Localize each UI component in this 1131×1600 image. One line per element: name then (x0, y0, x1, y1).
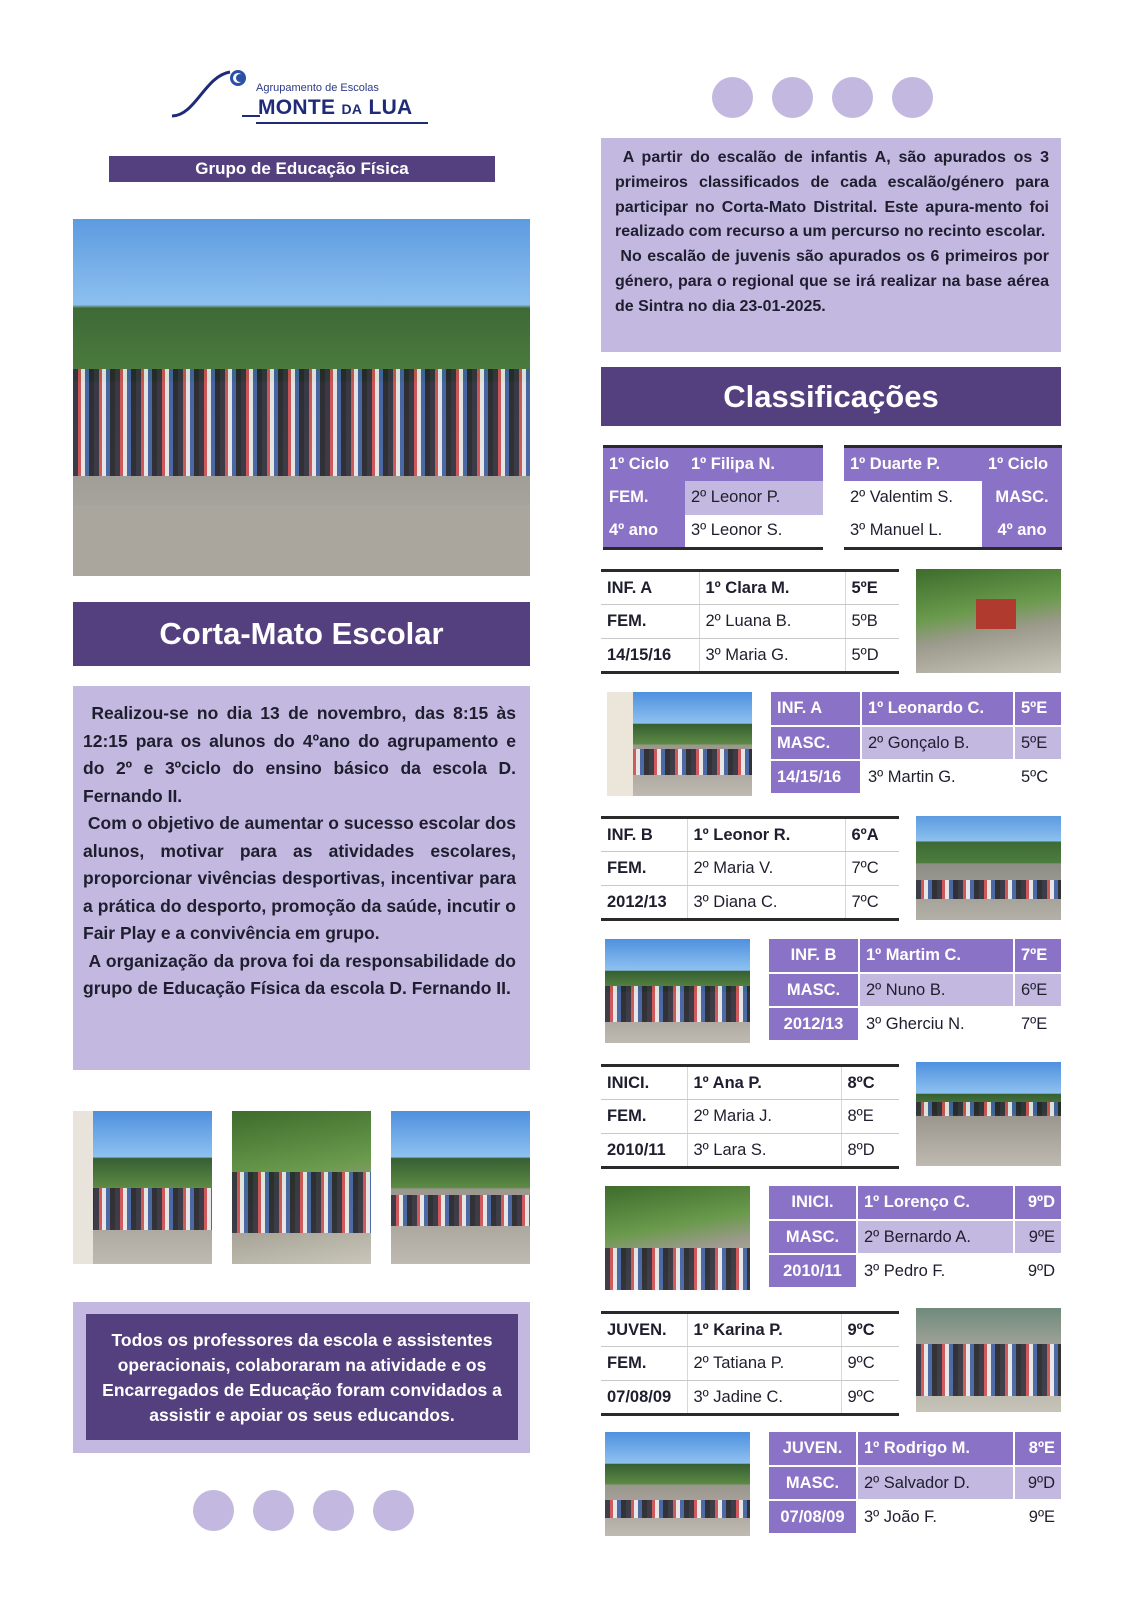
decor-dot (373, 1490, 414, 1531)
main-photo (73, 219, 530, 576)
decor-dot (193, 1490, 234, 1531)
table-cell-name: 2º Salvador D. (857, 1466, 1014, 1500)
logo-word-da: DA (341, 101, 363, 117)
school-logo (170, 66, 430, 126)
table-label: 2012/13 (769, 1007, 859, 1041)
table-label: JUVEN. (769, 1432, 857, 1466)
table-cell-name: 1º Ana P. (687, 1066, 841, 1100)
table-cell-name: 3º Martin G. (861, 760, 1014, 794)
table-cell-name: 2º Valentim S. (844, 481, 982, 515)
table-cell-class: 9ºE (1014, 1220, 1062, 1254)
table-cell-class: 6ºE (1014, 973, 1062, 1007)
table-cell-name: 3º Leonor S. (685, 515, 823, 549)
table-cell-name: 3º Jadine C. (687, 1381, 841, 1415)
small-photo-1 (73, 1111, 212, 1264)
table-label: 14/15/16 (771, 760, 861, 794)
results-table-inici-masc (769, 1186, 1063, 1289)
table-cell-class: 8ºE (841, 1100, 899, 1134)
photo-inici-fem (916, 1062, 1061, 1166)
table-cell-class: 5ºD (845, 639, 899, 673)
results-table-infb-masc (769, 939, 1063, 1042)
table-label: INF. A (771, 692, 861, 726)
table-cell-name: 3º Maria G. (699, 639, 845, 673)
table-label: 07/08/09 (601, 1381, 687, 1415)
table-cell-name: 3º Gherciu N. (859, 1007, 1014, 1041)
table-label: 4º ano (603, 515, 685, 549)
photo-infa-fem (916, 569, 1061, 673)
table-label: FEM. (601, 1100, 687, 1134)
table-cell-class: 9ºC (841, 1381, 899, 1415)
table-label: MASC. (769, 1466, 857, 1500)
table-cell-name: 1º Leonardo C. (861, 692, 1014, 726)
table-label: 4º ano (982, 515, 1062, 549)
table-label: MASC. (769, 973, 859, 1007)
info-paragraph-1: A partir do escalão de infantis A, são apurados os 3 primeiros classificados de cada escalão/género para participar no Corta-Mato Distrital. Este apura-mento foi realizado com recurso a um percurso no recinto escolar. (615, 149, 1049, 241)
table-cell-name: 2º Luana B. (699, 605, 845, 639)
table-label: 1º Ciclo (603, 447, 685, 481)
decor-dot (313, 1490, 354, 1531)
note-box: Todos os professores da escola e assistentes operacionais, colaboraram na atividade e os Encarregados de Educação foram convidados a assistir e apoiar os seus educandos. (86, 1314, 518, 1440)
decor-dot (253, 1490, 294, 1531)
table-label: MASC. (769, 1220, 857, 1254)
table-cell-class: 8ºD (841, 1134, 899, 1168)
logo-subtitle: Agrupamento de Escolas (256, 82, 379, 94)
info-text-box (601, 138, 1061, 352)
results-table-infa-masc (771, 692, 1063, 795)
decor-dot (832, 77, 873, 118)
table-cell-class: 5ºC (1014, 760, 1062, 794)
table-cell-class: 5ºB (845, 605, 899, 639)
info-paragraph-2: No escalão de juvenis são apurados os 6 primeiros por género, para o regional que se irá realizar na base aérea de Sintra no dia 23-01-2025. (615, 248, 1049, 315)
table-cell-class: 7ºC (845, 852, 899, 886)
table-label: INICI. (601, 1066, 687, 1100)
table-label: 1º Ciclo (982, 447, 1062, 481)
table-cell-name: 1º Leonor R. (687, 818, 845, 852)
small-photo-3 (391, 1111, 530, 1264)
table-cell-name: 2º Maria J. (687, 1100, 841, 1134)
photo-juven-masc (605, 1432, 750, 1536)
table-cell-name: 1º Duarte P. (844, 447, 982, 481)
logo-title (258, 96, 413, 120)
table-label: INF. B (769, 939, 859, 973)
table-label: 2010/11 (601, 1134, 687, 1168)
swoosh-icon (170, 66, 260, 126)
table-cell-name: 2º Leonor P. (685, 481, 823, 515)
table-cell-name: 1º Martim C. (859, 939, 1014, 973)
table-cell-name: 3º João F. (857, 1500, 1014, 1534)
results-table-inici-fem (601, 1064, 899, 1169)
table-label: INF. B (601, 818, 687, 852)
table-label: INF. A (601, 571, 699, 605)
table-cell-class: 9ºD (1014, 1466, 1062, 1500)
table-cell-class: 5ºE (1014, 692, 1062, 726)
group-banner: Grupo de Educação Física (109, 156, 495, 182)
table-cell-name: 1º Rodrigo M. (857, 1432, 1014, 1466)
table-cell-class: 7ºE (1014, 1007, 1062, 1041)
page-title: Corta-Mato Escolar (73, 602, 530, 666)
decor-dot (772, 77, 813, 118)
table-cell-name: 2º Nuno B. (859, 973, 1014, 1007)
results-table-infb-fem (601, 816, 899, 921)
intro-paragraph-3: A organização da prova foi da responsabilidade do grupo de Educação Física da escola D. Fernando II. (83, 950, 516, 998)
table-cell-name: 3º Diana C. (687, 886, 845, 920)
table-cell-class: 6ºA (845, 818, 899, 852)
table-label: 2012/13 (601, 886, 687, 920)
table-cell-name: 1º Filipa N. (685, 447, 823, 481)
table-cell-name: 1º Clara M. (699, 571, 845, 605)
decor-dot (712, 77, 753, 118)
table-cell-class: 5ºE (845, 571, 899, 605)
photo-infb-masc (605, 939, 750, 1043)
table-cell-class: 9ºD (1014, 1254, 1062, 1288)
small-photo-2 (232, 1111, 371, 1264)
photo-juven-fem (916, 1308, 1061, 1412)
table-label: JUVEN. (601, 1313, 687, 1347)
results-table-infa-fem (601, 569, 899, 674)
table-label: INICI. (769, 1186, 857, 1220)
table-cell-class: 9ºC (841, 1347, 899, 1381)
table-label: 14/15/16 (601, 639, 699, 673)
table-cell-name: 3º Manuel L. (844, 515, 982, 549)
photo-infb-fem (916, 816, 1061, 920)
classificacoes-heading: Classificações (601, 367, 1061, 426)
table-cell-name: 1º Karina P. (687, 1313, 841, 1347)
table-label: MASC. (771, 726, 861, 760)
logo-word-lua: LUA (368, 96, 413, 119)
photo-infa-masc (607, 692, 752, 796)
results-table-juven-fem (601, 1311, 899, 1416)
table-cell-class: 8ºE (1014, 1432, 1062, 1466)
intro-text-box (73, 686, 530, 1070)
table-cell-class: 8ºC (841, 1066, 899, 1100)
table-cell-name: 2º Bernardo A. (857, 1220, 1014, 1254)
table-cell-name: 3º Lara S. (687, 1134, 841, 1168)
logo-word-monte: MONTE (258, 96, 336, 119)
table-cell-name: 2º Gonçalo B. (861, 726, 1014, 760)
table-cell-name: 1º Lorenço C. (857, 1186, 1014, 1220)
intro-paragraph-2: Com o objetivo de aumentar o sucesso escolar dos alunos, motivar para as atividades escolares, proporcionar vivências desportivas, incentivar para a prática do desporto, promoção da saúde, incutir o Fair Play e a convivência em grupo. (83, 813, 516, 943)
table-cell-name: 3º Pedro F. (857, 1254, 1014, 1288)
table-label: FEM. (601, 605, 699, 639)
table-label: FEM. (603, 481, 685, 515)
table-label: MASC. (982, 481, 1062, 515)
table-label: FEM. (601, 1347, 687, 1381)
table-cell-class: 5ºE (1014, 726, 1062, 760)
table-cell-class: 7ºE (1014, 939, 1062, 973)
table-cell-name: 2º Tatiana P. (687, 1347, 841, 1381)
table-cell-class: 9ºD (1014, 1186, 1062, 1220)
results-table-1ciclo-fem (603, 445, 823, 550)
table-label: 2010/11 (769, 1254, 857, 1288)
table-cell-class: 9ºE (1014, 1500, 1062, 1534)
table-label: FEM. (601, 852, 687, 886)
table-label: 07/08/09 (769, 1500, 857, 1534)
table-cell-name: 2º Maria V. (687, 852, 845, 886)
results-table-1ciclo-masc (844, 445, 1062, 550)
photo-inici-masc (605, 1186, 750, 1290)
intro-paragraph-1: Realizou-se no dia 13 de novembro, das 8:15 às 12:15 para os alunos do 4ºano do agrupamento e do 2º e 3ºciclo do ensino básico da escola D. Fernando II. (83, 703, 516, 806)
results-table-juven-masc (769, 1432, 1063, 1535)
table-cell-class: 7ºC (845, 886, 899, 920)
table-cell-class: 9ºC (841, 1313, 899, 1347)
decor-dot (892, 77, 933, 118)
